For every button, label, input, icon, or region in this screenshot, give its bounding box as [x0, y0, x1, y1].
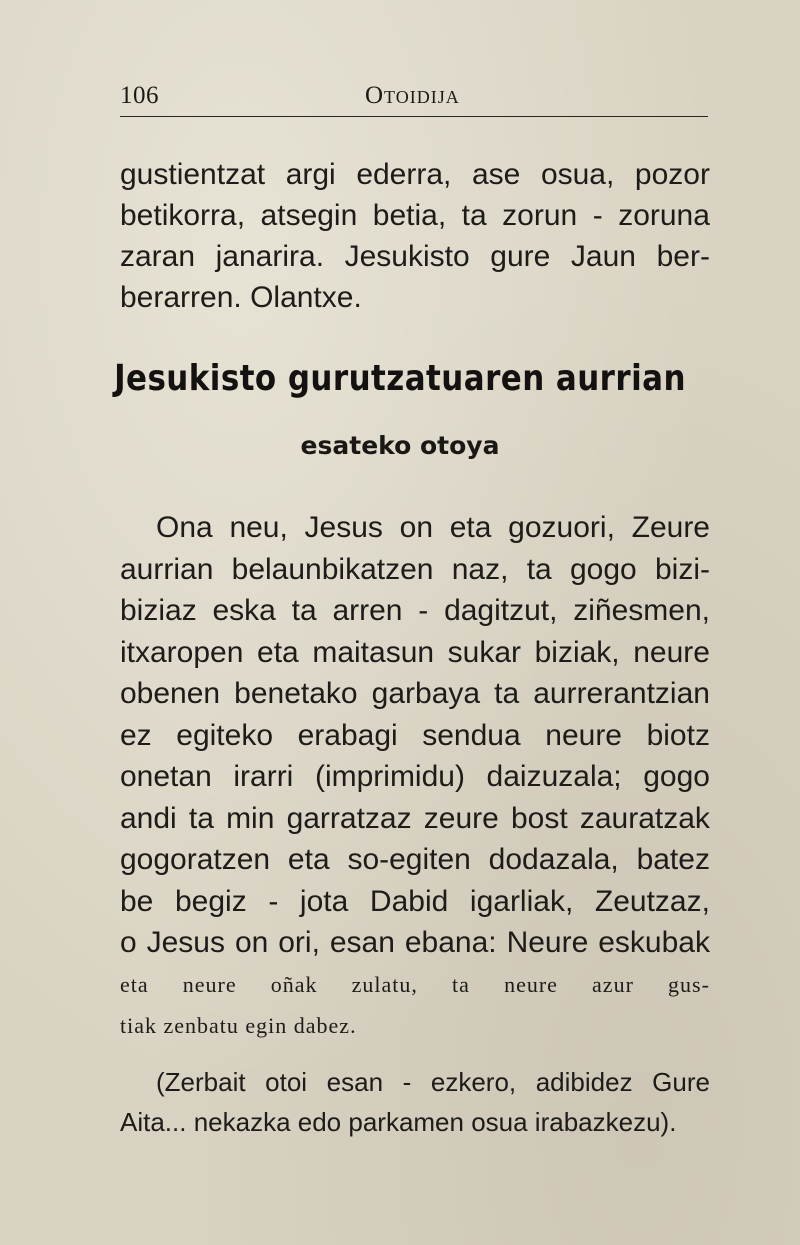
note-paragraph — [120, 1062, 710, 1142]
paragraph-1 — [120, 154, 710, 318]
section-heading: Jesukisto gurutzatuaren aurrian — [114, 358, 686, 399]
running-title: Otoidija — [365, 82, 460, 109]
text-line: (Zerbait otoi esan - ezkero, adibidez Gure — [156, 1067, 710, 1097]
text-line: itxaropen eta maitasun sukar biziak, neure — [120, 635, 710, 669]
text-line: zaran janarira. Jesukisto gure Jaun ber- — [120, 240, 710, 273]
text-line: gustientzat argi ederra, ase osua, pozor — [120, 158, 710, 191]
quote-line: tiak zenbatu egin dabez. — [120, 1013, 357, 1038]
text-line: Aita... nekazka edo parkamen osua irabazkezu). — [120, 1107, 677, 1137]
text-line: gogoratzen eta so-egiten dodazala, batez — [120, 843, 710, 876]
text-line: onetan irarri (imprimidu) daizuzala; gogo — [120, 760, 710, 793]
text-line: o Jesus on ori, esan ebana: Neure eskubak — [120, 926, 710, 959]
text-line: obenen benetako garbaya ta aurrerantzian — [120, 677, 710, 710]
running-head — [120, 82, 708, 117]
text-line: ez egiteko erabagi sendua neure biotz — [120, 718, 710, 752]
text-line: aurrian belaunbikatzen naz, ta gogo bizi- — [120, 552, 710, 586]
text-line: be begiz - jota Dabid igarliak, Zeutzaz, — [120, 884, 710, 918]
text-line: biziaz eska ta arren - dagitzut, ziñesmen, — [120, 594, 710, 627]
paragraph-2 — [120, 507, 710, 1047]
page-number: 106 — [120, 82, 159, 109]
section-subheading: esateko otoya — [300, 431, 500, 460]
text-line: berarren. Olantxe. — [120, 281, 362, 314]
quote-line: eta neure oñak zulatu, ta neure azur gus- — [120, 971, 710, 997]
text-line: Ona neu, Jesus on eta gozuori, Zeure — [156, 511, 710, 544]
text-line: andi ta min garratzaz zeure bost zauratzak — [120, 801, 710, 835]
text-line: betikorra, atsegin betia, ta zorun - zoruna — [120, 199, 710, 232]
